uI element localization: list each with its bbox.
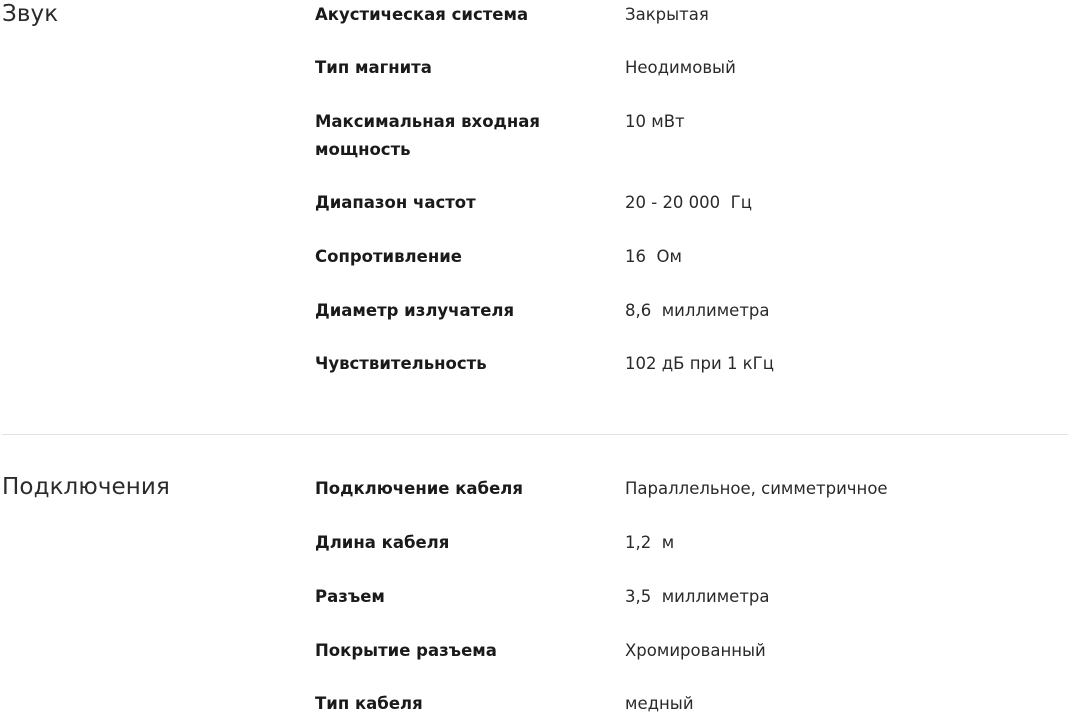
spec-name: Тип магнита [315,58,432,77]
spec-value: Неодимовый [625,58,736,77]
spec-value: Параллельное, симметричное [625,479,888,498]
section-divider [2,434,1068,435]
spec-value: 16 Ом [625,247,682,266]
spec-name: Разъем [315,587,385,606]
spec-name: Акустическая система [315,5,529,24]
spec-value: Хромированный [625,641,766,660]
spec-name: Чувствительность [315,354,487,373]
section-title-connections: Подключения [2,474,170,500]
spec-name: Покрытие разъема [315,641,497,660]
spec-name: Диапазон частот [315,193,476,212]
spec-name: Тип кабеля [315,694,423,713]
spec-name: Диаметр излучателя [315,301,515,320]
spec-value: 3,5 миллиметра [625,587,770,606]
spec-value: 8,6 миллиметра [625,301,770,320]
spec-name: Длина кабеля [315,533,450,552]
spec-value: 102 дБ при 1 кГц [625,354,774,373]
spec-name: Максимальная входная мощность [315,112,540,159]
spec-name: Сопротивление [315,247,462,266]
spec-value: 20 - 20 000 Гц [625,193,752,212]
spec-name: Подключение кабеля [315,479,523,498]
section-title-sound: Звук [2,1,59,27]
spec-value: 10 мВт [625,112,685,131]
spec-value: Закрытая [625,5,709,24]
spec-value: 1,2 м [625,533,675,552]
spec-value: медный [625,694,694,713]
